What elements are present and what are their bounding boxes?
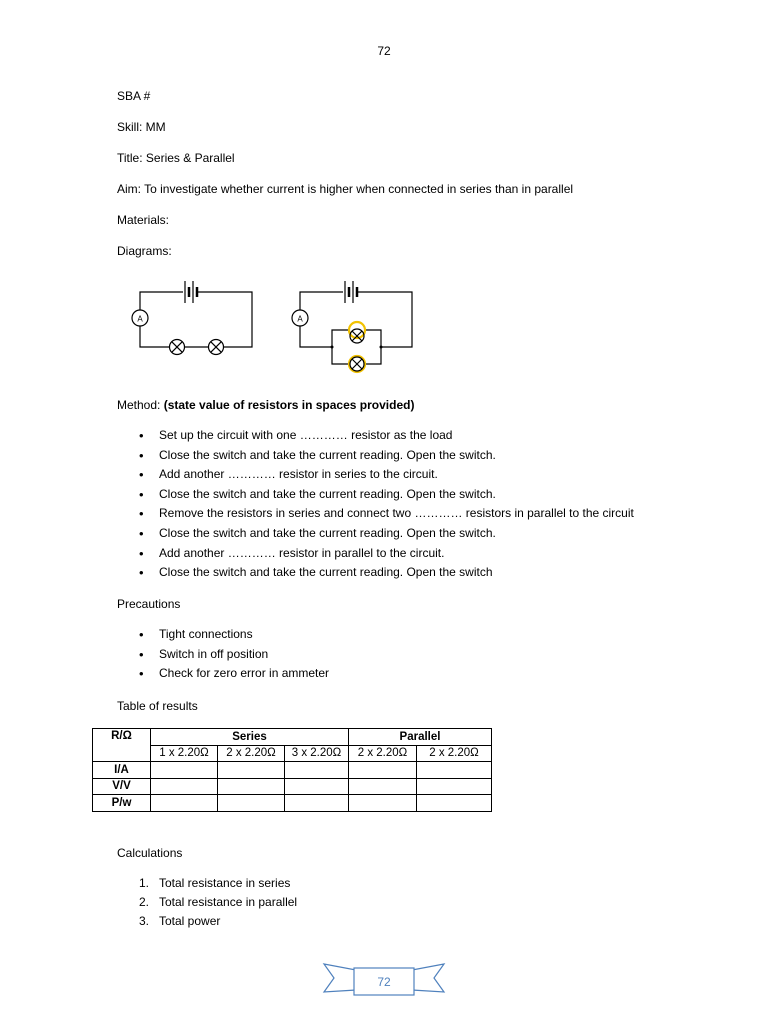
table-cell [349,778,417,795]
method-note: (state value of resistors in spaces provided) [163,398,415,412]
table-cell [285,778,349,795]
results-table [92,728,492,812]
ammeter-label: A [137,314,143,324]
list-item: • Check for zero error in ammeter [139,664,329,684]
diagrams-line: Diagrams: [117,244,172,258]
table-cell [218,795,285,812]
table-label: Table of results [117,699,198,713]
precautions-label: Precautions [117,597,181,611]
column-header: 2 x 2.20Ω [417,745,492,762]
footer-page-banner [322,962,446,1000]
circuit-diagrams [125,276,435,378]
skill-line: Skill: MM [117,120,166,134]
column-header: 2 x 2.20Ω [349,745,417,762]
materials-line: Materials: [117,213,170,227]
calculations-label: Calculations [117,846,183,860]
column-header: 3 x 2.20Ω [285,745,349,762]
list-item: • Close the switch and take the current reading. Open the switch [139,563,634,583]
series-circuit-diagram [132,281,252,355]
table-row [93,762,492,779]
table-cell [218,778,285,795]
table-row [93,778,492,795]
list-item: • Add another ………… resistor in series to the circuit. [139,465,634,485]
list-item: • Remove the resistors in series and connect two ………… resistors in parallel to the circuit [139,504,634,524]
footer-page-number: 72 [377,975,391,989]
table-row [93,795,492,812]
sba-line: SBA # [117,89,151,103]
table-cell [349,795,417,812]
table-row [93,729,492,746]
table-cell [349,762,417,779]
table-cell [151,778,218,795]
list-item: • Add another ………… resistor in parallel to the circuit. [139,544,634,564]
parallel-circuit-diagram [292,281,412,372]
series-header: Series [151,729,349,746]
method-line [117,398,414,412]
list-item: • Close the switch and take the current reading. Open the switch. [139,446,634,466]
table-cell [417,778,492,795]
page-number-top: 72 [377,44,391,58]
aim-line: Aim: To investigate whether current is higher when connected in series than in parallel [117,182,574,196]
method-steps-list [139,426,634,583]
list-item: 3. Total power [139,914,221,928]
column-header: 1 x 2.20Ω [151,745,218,762]
list-item: • Close the switch and take the current reading. Open the switch. [139,524,634,544]
list-item: • Close the switch and take the current reading. Open the switch. [139,485,634,505]
table-cell [218,762,285,779]
table-cell [285,795,349,812]
table-cell [151,795,218,812]
table-row [93,745,492,762]
table-cell [417,795,492,812]
column-header: 2 x 2.20Ω [218,745,285,762]
precautions-list [139,625,329,684]
row-header: V/V [93,778,151,795]
list-item: 2. Total resistance in parallel [139,895,298,909]
list-item: 1. Total resistance in series [139,876,291,890]
table-cell [151,762,218,779]
method-label: Method: [117,398,164,412]
list-item: • Set up the circuit with one ………… resistor as the load [139,426,634,446]
row-header: I/A [93,762,151,779]
corner-header: R/Ω [93,729,151,762]
list-item: • Switch in off position [139,645,329,665]
table-cell [417,762,492,779]
title-line: Title: Series & Parallel [117,151,235,165]
row-header: P/w [93,795,151,812]
calculations-list [139,874,297,931]
ammeter-label: A [297,314,303,324]
list-item: • Tight connections [139,625,329,645]
parallel-header: Parallel [349,729,492,746]
table-cell [285,762,349,779]
